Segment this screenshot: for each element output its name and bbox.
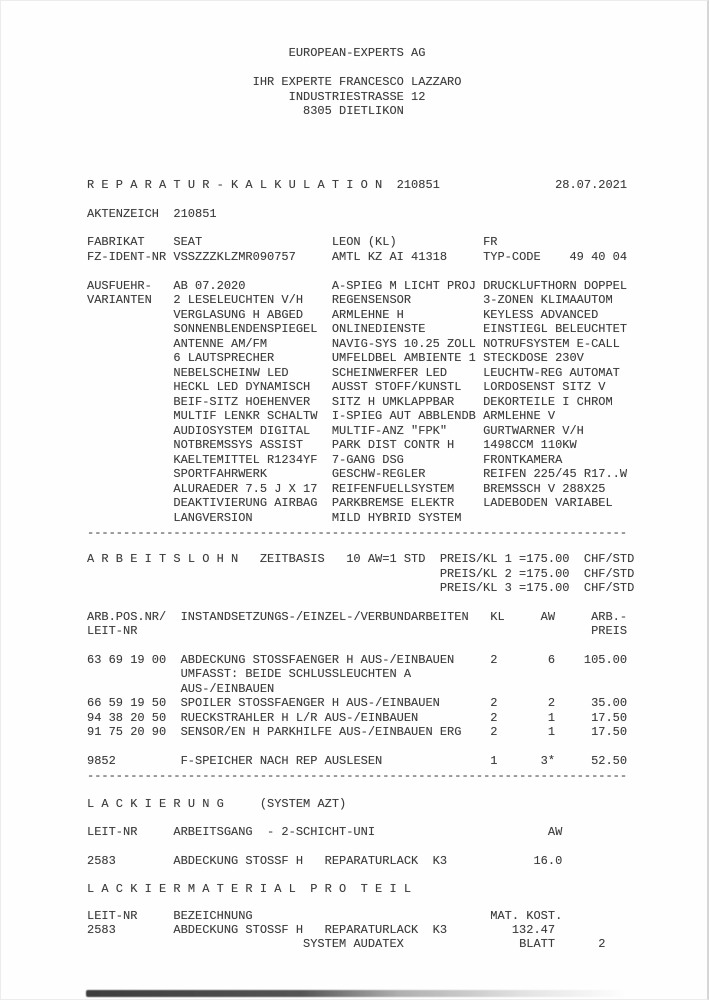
th-arb-preis-1: ARB.- xyxy=(591,609,628,624)
work-item-desc: RUECKSTRAHLER H L/R AUS-/EINBAUEN xyxy=(180,710,419,725)
th-aw: AW xyxy=(540,609,556,624)
variant-col1-item: SPORTFAHRWERK xyxy=(173,467,268,481)
lack-row-leit: 2583 xyxy=(87,853,116,868)
work-item-aw: 2 xyxy=(547,696,556,710)
lackiermaterial-heading: L A C K I E R M A T E R I A L P R O T E I L xyxy=(87,881,412,896)
variant-col3-item: GURTWARNER V/H xyxy=(483,423,584,438)
work-item-kl: 2 xyxy=(490,725,498,739)
fabrikat-label: FABRIKAT xyxy=(87,235,145,249)
work-item-desc: SPOILER STOSSFAENGER H AUS-/EINBAUEN xyxy=(180,696,440,710)
variant-col1-item: AUDIOSYSTEM DIGITAL xyxy=(173,423,311,438)
work-item-desc: SENSOR/EN H PARKHILFE AUS-/EINBAUEN ERG xyxy=(180,725,462,739)
variant-col3-item: DRUCKLUFTHORN DOPPEL xyxy=(483,278,628,293)
amtl-kz: AMTL KZ AI 41318 xyxy=(331,249,448,264)
aktenzeichen-value: 210851 xyxy=(173,206,217,221)
labor-rate: PREIS/KL 1 =175.00 xyxy=(439,552,570,566)
expert-line: IHR EXPERTE FRANCESCO LAZZARO xyxy=(252,75,462,89)
labor-rate: PREIS/KL 3 =175.00 xyxy=(439,581,570,595)
variant-col1-item: MULTIF LENKR SCHALTW xyxy=(173,409,318,423)
variant-col1-item: 6 LAUTSPRECHER xyxy=(173,351,275,365)
vehicle-model: LEON (KL) xyxy=(331,235,397,249)
variant-col2-item: GESCHW-REGLER xyxy=(331,467,426,481)
work-item-desc: ABDECKUNG STOSSFAENGER H AUS-/EINBAUEN xyxy=(180,652,455,667)
lack-row-aw: 16.0 xyxy=(533,853,563,868)
typ-code-label: TYP-CODE xyxy=(483,249,541,264)
variant-col2-item: ARMLEHNE H xyxy=(331,307,404,322)
labor-rate-unit: CHF/STD xyxy=(583,581,635,595)
variant-col2-item: MULTIF-ANZ "FPK" xyxy=(331,423,448,438)
work-item-id: 9852 xyxy=(87,754,116,768)
variants-label-2: VARIANTEN xyxy=(87,293,152,307)
th-arbeiten: INSTANDSETZUNGS-/EINZEL-/VERBUNDARBEITEN xyxy=(180,609,469,624)
variant-col2-item: REIFENFUELLSYSTEM xyxy=(331,481,455,496)
lack-th-aw: AW xyxy=(547,825,563,839)
mat-row-lack: REPARATURLACK xyxy=(324,922,419,937)
work-item-kl: 2 xyxy=(490,696,498,710)
variant-col1-item: KAELTEMITTEL R1234YF xyxy=(173,452,318,467)
variant-col1-item: ALURAEDER 7.5 J X 17 xyxy=(173,481,318,496)
work-item-id: 91 75 20 90 xyxy=(87,725,167,739)
fabrikat-value: SEAT xyxy=(173,235,203,249)
lack-th-arbeitsgang: ARBEITSGANG xyxy=(173,825,253,839)
mat-row-code: K3 xyxy=(432,922,448,937)
zeitbasis-value: 10 AW=1 STD xyxy=(346,552,426,566)
variant-col1-item: VERGLASUNG H ABGED xyxy=(173,307,304,322)
vehicle-country: FR xyxy=(483,235,498,249)
variant-col2-item: I-SPIEG AUT ABBLENDB xyxy=(331,409,476,423)
work-item-note: UMFASST: BEIDE SCHLUSSLEUCHTEN A xyxy=(180,667,412,681)
work-item-note: AUS-/EINBAUEN xyxy=(180,681,275,696)
th-kl: KL xyxy=(490,609,505,624)
labor-rate-unit: CHF/STD xyxy=(583,566,635,581)
variant-col2-item: NAVIG-SYS 10.25 ZOLL xyxy=(331,336,476,351)
lack-th-leit: LEIT-NR xyxy=(87,825,138,839)
variant-col3-item: DEKORTEILE I CHROM xyxy=(483,394,613,409)
work-item-aw: 3* xyxy=(540,754,556,768)
system-audatex: SYSTEM AUDATEX xyxy=(303,936,404,951)
work-item-aw: 1 xyxy=(547,710,556,725)
variant-col3-item: FRONTKAMERA xyxy=(483,452,563,467)
lack-row-desc: ABDECKUNG STOSSF H xyxy=(173,853,304,868)
variant-col3-item: LORDOSENST SITZ V xyxy=(483,380,606,394)
variant-col1-item: SONNENBLENDENSPIEGEL xyxy=(173,322,318,336)
work-item-price: 17.50 xyxy=(591,710,628,725)
variant-col1-item: AB 07.2020 xyxy=(173,278,246,293)
variant-col2-item: ONLINEDIENSTE xyxy=(331,322,426,336)
work-item-id: 94 38 20 50 xyxy=(87,710,167,725)
vin-value: VSSZZZKLZMR090757 xyxy=(173,249,296,264)
report-title: R E P A R A T U R - K A L K U L A T I O N 210851 xyxy=(87,177,440,192)
variant-col2-item: AUSST STOFF/KUNSTL xyxy=(331,380,462,394)
mat-row-leit: 2583 xyxy=(87,922,116,937)
labor-rate: PREIS/KL 2 =175.00 xyxy=(439,566,570,581)
lackierung-heading: L A C K I E R U N G xyxy=(87,796,224,811)
variant-col3-item: EINSTIEGL BELEUCHTET xyxy=(483,322,628,336)
blatt-value: 2 xyxy=(598,936,606,951)
work-item-price: 17.50 xyxy=(591,725,628,739)
variants-label-1: AUSFUEHR- xyxy=(87,278,152,293)
work-item-kl: 2 xyxy=(490,710,498,725)
variant-col3-item: ARMLEHNE V xyxy=(483,409,556,423)
labor-rate-unit: CHF/STD xyxy=(583,552,635,566)
labor-heading: A R B E I T S L O H N xyxy=(87,552,239,566)
variant-col1-item: LANGVERSION xyxy=(173,510,253,525)
variant-col1-item: NOTBREMSSYS ASSIST xyxy=(173,438,304,452)
variant-col3-item: BREMSSCH V 288X25 xyxy=(483,481,606,496)
variant-col2-item: UMFELDBEL AMBIENTE 1 xyxy=(331,351,476,365)
variant-col3-item: NOTRUFSYSTEM E-CALL xyxy=(483,336,620,351)
work-item-desc: F-SPEICHER NACH REP AUSLESEN xyxy=(180,754,383,768)
variant-col2-item: MILD HYBRID SYSTEM xyxy=(331,510,462,525)
variant-col2-item: 7-GANG DSG xyxy=(331,452,404,467)
address-city: 8305 DIETLIKON xyxy=(303,104,404,118)
variant-col2-item: REGENSENSOR xyxy=(331,293,412,307)
vin-label: FZ-IDENT-NR xyxy=(87,249,167,264)
work-item-price: 105.00 xyxy=(583,652,628,667)
work-item-id: 63 69 19 00 xyxy=(87,652,167,667)
variant-col1-item: BEIF-SITZ HOEHENVER xyxy=(173,394,311,409)
variant-col2-item: PARK DIST CONTR H xyxy=(331,438,455,452)
lack-th-schicht: - 2-SCHICHT-UNI xyxy=(267,825,376,839)
work-item-id: 66 59 19 50 xyxy=(87,696,167,710)
aktenzeichen-label: AKTENZEICH xyxy=(87,206,160,221)
variant-col3-item: KEYLESS ADVANCED xyxy=(483,307,599,322)
variant-col3-item: LADEBODEN VARIABEL xyxy=(483,496,613,510)
variant-col3-item: LEUCHTW-REG AUTOMAT xyxy=(483,365,620,380)
th-pos-nr: ARB.POS.NR/ xyxy=(87,609,167,624)
variant-col2-item: A-SPIEG M LICHT PROJ xyxy=(331,278,476,293)
th-arb-preis-2: PREIS xyxy=(591,624,628,638)
scan-artifact xyxy=(86,990,626,997)
separator-line: --------------------------------------------------------------------------- xyxy=(87,768,628,783)
lackierung-system: (SYSTEM AZT) xyxy=(259,796,347,811)
variant-col1-item: DEAKTIVIERUNG AIRBAG xyxy=(173,496,318,510)
report-date: 28.07.2021 xyxy=(555,177,628,192)
mat-row-kost: 132.47 xyxy=(511,922,556,937)
company-name: EUROPEAN-EXPERTS AG xyxy=(288,46,426,60)
separator-line: --------------------------------------------------------------------------- xyxy=(87,525,628,540)
work-item-aw: 6 xyxy=(547,652,556,667)
blatt-label: BLATT xyxy=(519,936,556,951)
variant-col1-item: ANTENNE AM/FM xyxy=(173,336,268,351)
work-item-kl: 1 xyxy=(490,754,498,768)
work-item-price: 52.50 xyxy=(591,754,628,768)
address-street: INDUSTRIESTRASSE 12 xyxy=(288,89,426,104)
variant-col1-item: HECKL LED DYNAMISCH xyxy=(173,380,311,394)
mat-row-desc: ABDECKUNG STOSSF H xyxy=(173,922,304,937)
variant-col2-item: SITZ H UMKLAPPBAR xyxy=(331,394,455,409)
th-leit-nr: LEIT-NR xyxy=(87,624,138,638)
variant-col1-item: NEBELSCHEINW LED xyxy=(173,365,289,380)
variant-col2-item: SCHEINWERFER LED xyxy=(331,365,448,380)
work-item-price: 35.00 xyxy=(591,696,628,710)
variant-col2-item: PARKBREMSE ELEKTR xyxy=(331,496,455,510)
mat-th-kost: MAT. KOST. xyxy=(490,908,563,923)
zeitbasis-label: ZEITBASIS xyxy=(259,552,325,566)
lack-row-code: K3 xyxy=(432,853,448,868)
mat-th-bez: BEZEICHNUNG xyxy=(173,908,253,923)
mat-th-leit: LEIT-NR xyxy=(87,908,138,923)
work-item-aw: 1 xyxy=(547,725,556,739)
typ-code-value: 49 40 04 xyxy=(569,249,628,264)
variant-col3-item: 3-ZONEN KLIMAAUTOM xyxy=(483,293,613,307)
variant-col3-item: REIFEN 225/45 R17..W xyxy=(483,467,628,481)
variant-col3-item: 1498CCM 110KW xyxy=(483,438,577,452)
variant-col3-item: STECKDOSE 230V xyxy=(483,351,584,365)
work-item-kl: 2 xyxy=(490,652,498,667)
variant-col1-item: 2 LESELEUCHTEN V/H xyxy=(173,293,304,307)
lack-row-lack: REPARATURLACK xyxy=(324,853,419,868)
